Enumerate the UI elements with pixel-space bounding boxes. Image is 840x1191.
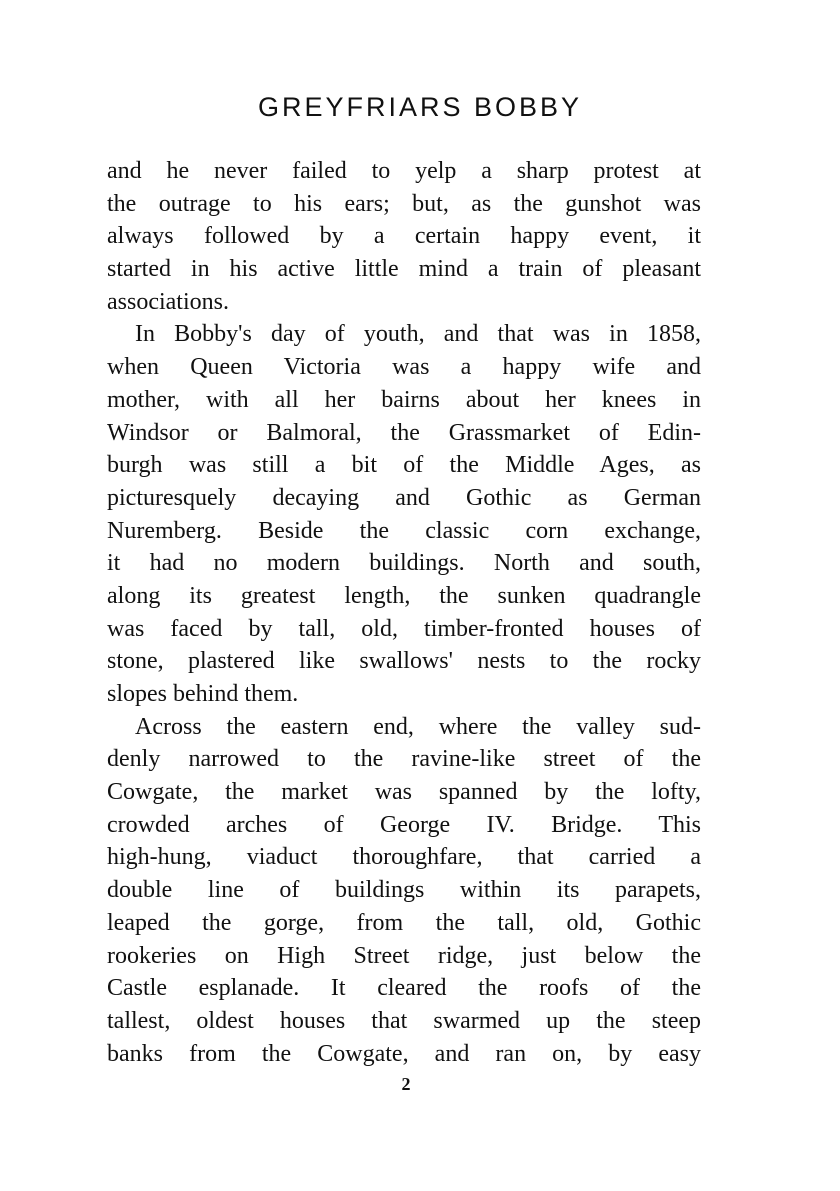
text-line: Nuremberg. Beside the classic corn exchange,: [107, 517, 701, 544]
text-line: leaped the gorge, from the tall, old, Gothic: [107, 909, 701, 936]
text-line: rookeries on High Street ridge, just below the: [107, 942, 701, 969]
text-line: associations.: [107, 288, 229, 315]
text-line: Cowgate, the market was spanned by the lofty,: [107, 779, 701, 806]
text-line: when Queen Victoria was a happy wife and: [107, 354, 701, 381]
text-line: slopes behind them.: [107, 681, 299, 707]
text-line: double line of buildings within its parapets,: [107, 877, 701, 904]
text-line: Castle esplanade. It cleared the roofs of the: [107, 975, 701, 1002]
body-text: [107, 155, 701, 1070]
paragraph-2: [107, 318, 701, 710]
text-line: high-hung, viaduct thoroughfare, that carried a: [107, 844, 701, 871]
paragraph-3: [107, 711, 701, 1071]
page-number: 2: [401, 1074, 411, 1094]
text-line: crowded arches of George IV. Bridge. This: [107, 811, 701, 838]
text-line: stone, plastered like swallows' nests to the rocky: [107, 648, 701, 675]
text-line: it had no modern buildings. North and south,: [107, 550, 701, 577]
text-line: Windsor or Balmoral, the Grassmarket of Edin-: [107, 419, 701, 446]
text-line: started in his active little mind a train of pleasant: [107, 256, 701, 283]
text-line: always followed by a certain happy event, it: [107, 223, 701, 250]
text-line: burgh was still a bit of the Middle Ages, as: [107, 452, 701, 479]
text-line: the outrage to his ears; but, as the gunshot was: [107, 190, 701, 217]
text-line: banks from the Cowgate, and ran on, by easy: [107, 1040, 701, 1067]
running-head: GREYFRIARS BOBBY: [257, 92, 583, 122]
text-line: Across the eastern end, where the valley sud-: [135, 713, 701, 740]
text-line: mother, with all her bairns about her knees in: [107, 386, 701, 413]
text-line: tallest, oldest houses that swarmed up the steep: [107, 1007, 701, 1034]
text-line: along its greatest length, the sunken quadrangle: [107, 582, 701, 609]
text-line: and he never failed to yelp a sharp protest at: [107, 158, 701, 184]
text-line: denly narrowed to the ravine-like street of the: [107, 746, 701, 773]
text-line: was faced by tall, old, timber-fronted houses of: [107, 615, 701, 642]
paragraph-1: [107, 155, 701, 318]
text-line: picturesquely decaying and Gothic as German: [107, 484, 701, 511]
text-line: In Bobby's day of youth, and that was in 1858,: [135, 321, 701, 348]
